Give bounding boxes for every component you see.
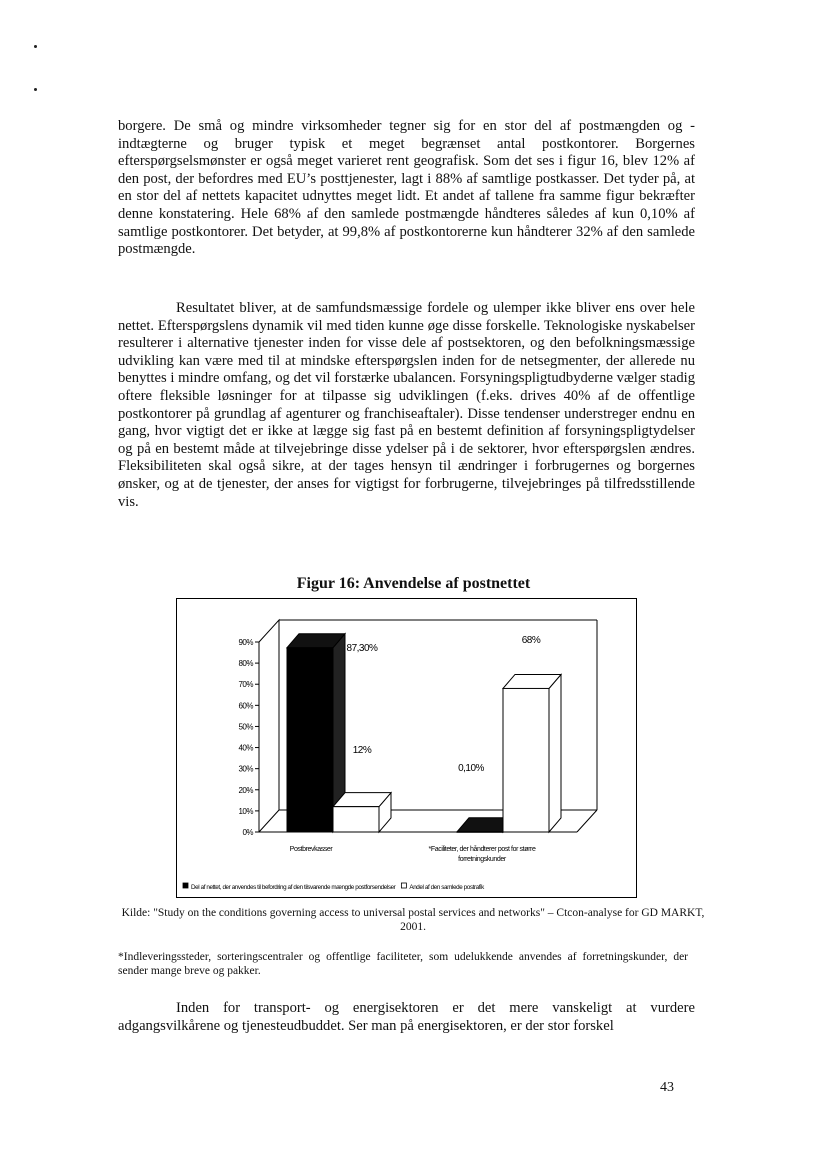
bar-0-1-front	[457, 832, 503, 833]
paragraph-1: borgere. De små og mindre virksomheder tegner sig for en stor del af postmængden og -indtægterne og bruger typisk et meget begrænset antal postkontorer. Borgernes efterspørgselsmønster er også meget varieret rent geografisk. Som det ses i figur 16, blev 12% af den post, der befordres med EU’s posttjenester, lagt i 88% af samtlige postkasser. Det tyder på, at en stor del af nettets kapacitet udnyttes meget lidt. Et andet af tallene fra samme figur bekræfter denne konstatering. Hele 68% af den samlede postmængde håndteres således af kun 0,10% af samtlige postkontorer. Det betyder, at 99,8% af postkontorerne kun håndterer 32% af den samlede postmængde.	[118, 118, 695, 258]
bar-0-0-front	[287, 648, 333, 832]
y-tick-label: 30%	[238, 764, 253, 774]
chart-canvas	[177, 599, 638, 899]
page-number: 43	[660, 1080, 674, 1095]
data-label: 0,10%	[458, 763, 484, 774]
figure-title: Figur 16: Anvendelse af postnettet	[296, 575, 531, 592]
data-label: 12%	[352, 745, 372, 756]
paragraph-3: Inden for transport- og energisektoren er det mere vanskeligt at vurdere adgangsvilkårene og tjenesteudbuddet. Ser man på energisektoren, er der stor forskel	[118, 1000, 695, 1034]
bar-1-1-side	[549, 674, 561, 832]
margin-mark	[34, 45, 37, 48]
x-category-label: Postbrevkasser	[289, 846, 333, 853]
figure-footnote: *Indleveringssteder, sorteringscentraler og offentlige faciliteter, som udelukkende anvendes af forretningskunder, der sender mange breve og pakker.	[118, 951, 688, 977]
chart-floor-side	[259, 810, 279, 832]
y-tick-label: 10%	[238, 806, 253, 816]
bar-1-0-front	[333, 807, 379, 832]
x-category-label: *Faciliteter, der håndterer post for større	[428, 846, 536, 853]
legend-swatch	[401, 883, 406, 888]
y-tick-label: 70%	[238, 680, 253, 690]
y-tick-label: 20%	[238, 785, 253, 795]
x-category-label: forretningskunder	[458, 856, 506, 863]
legend-swatch	[183, 883, 188, 888]
data-label: 87,30%	[346, 643, 378, 654]
legend-label: Del af nettet, der anvendes til befordring af den tilsvarende mængde postforsendelser	[191, 884, 396, 891]
margin-mark	[34, 88, 37, 91]
y-tick-label: 0%	[242, 828, 253, 837]
y-tick-label: 80%	[238, 659, 253, 669]
y-tick-label: 90%	[238, 638, 253, 647]
legend-label: Andel af den samlede postrafik	[409, 884, 484, 891]
paragraph-2: Resultatet bliver, at de samfundsmæssige fordele og ulemper ikke bliver ens over hele nettet. Efterspørgslens dynamik vil med tiden kunne øge disse forskelle. Teknologiske nyskabelser resulterer i alternative tjenester inden for visse dele af postsektoren, og den befolkningsmæssige udvikling kan være med til at mindske efterspørgslen inden for de netsegmenter, der allerede nu benyttes i mindre omfang, og det vil forstærke ubalancen. Forsyningspligtudbyderne vælger stadig oftere fleksible løsninger for at tilpasse sig udviklingen (f.eks. drives 40% af de offentlige postkontorer på grundlag af agenturer og franchiseaftaler). Disse tendenser understreger endnu en gang, hvor vigtigt det er ikke at lægge sig fast på en bestemt definition af forsyningspligtydelser og på en bestemt måde at tilvejebringe disse ydelser på i de sektorer, hvor efterspørgslen ændres. Fleksibiliteten skal også sikre, at der tages hensyn til ændringer i forbrugernes og borgernes ønsker, og at de tjenester, der anses for vigtigst for forbrugerne, tilvejebringes på tilfredsstillende vis.	[118, 300, 695, 510]
data-label: 68%	[521, 635, 541, 646]
chart-back-wall	[259, 620, 279, 810]
chart-floor-right	[577, 810, 597, 832]
y-tick-label: 40%	[238, 743, 253, 753]
figure-caption: Kilde: "Study on the conditions governing access to universal postal services and networks" – Ctcon-analyse for GD MARKT, 2001.	[121, 907, 705, 933]
figure-16-chart	[176, 598, 637, 898]
y-tick-label: 50%	[238, 722, 253, 732]
y-tick-label: 60%	[238, 701, 253, 711]
bar-1-1-front	[503, 688, 549, 832]
